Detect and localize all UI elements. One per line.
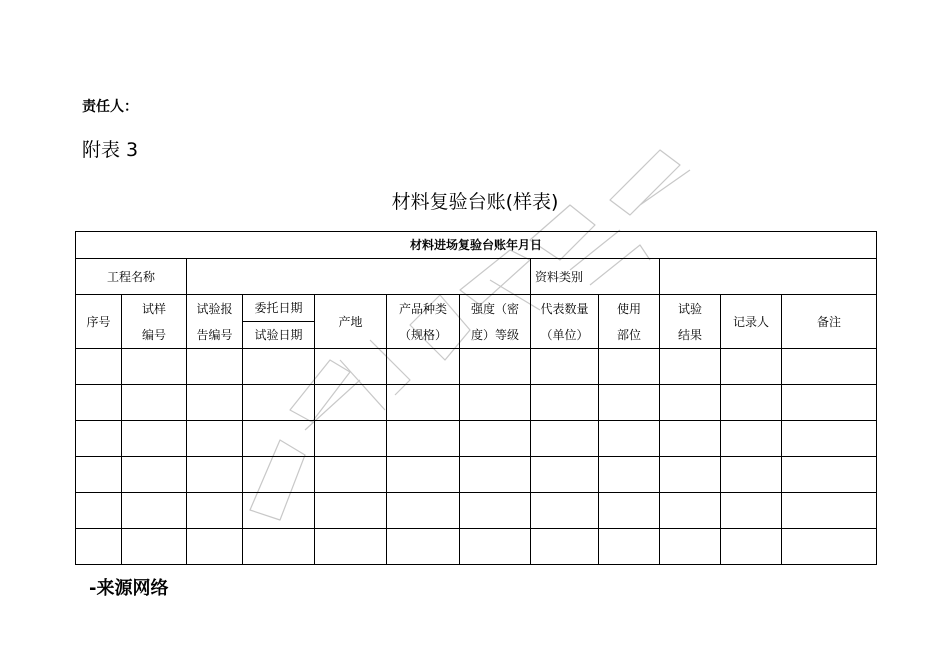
header-seq: 序号 bbox=[76, 295, 122, 349]
table-cell bbox=[460, 457, 531, 493]
header-report-no-line2: 告编号 bbox=[196, 327, 233, 342]
table-cell bbox=[243, 529, 315, 565]
header-quantity-line2: （单位） bbox=[540, 327, 589, 342]
table-cell bbox=[187, 493, 243, 529]
header-result-line2: 结果 bbox=[677, 327, 702, 342]
table-cell bbox=[599, 493, 660, 529]
table-cell bbox=[387, 529, 460, 565]
header-result-line1: 试验 bbox=[677, 301, 702, 316]
table-cell bbox=[599, 349, 660, 385]
table-cell bbox=[187, 421, 243, 457]
table-cell bbox=[531, 349, 599, 385]
table-cell bbox=[531, 421, 599, 457]
table-cell bbox=[122, 385, 187, 421]
table-cell bbox=[315, 457, 387, 493]
header-test-result bbox=[660, 295, 721, 349]
table-cell bbox=[660, 385, 721, 421]
table-cell bbox=[76, 421, 122, 457]
header-strength-line1: 强度（密 bbox=[470, 301, 519, 316]
table-cell bbox=[387, 457, 460, 493]
header-quantity bbox=[531, 295, 599, 349]
header-product-type bbox=[387, 295, 460, 349]
table-cell bbox=[76, 529, 122, 565]
header-quantity-line1: 代表数量 bbox=[540, 301, 589, 316]
table-cell bbox=[315, 421, 387, 457]
table-cell bbox=[243, 349, 315, 385]
appendix-label: 附表 3 bbox=[82, 139, 139, 161]
table-cell bbox=[76, 457, 122, 493]
header-sample-no bbox=[122, 295, 187, 349]
table-cell bbox=[460, 529, 531, 565]
table-row bbox=[76, 457, 877, 493]
header-report-no-line1: 试验报 bbox=[196, 301, 233, 316]
document-title bbox=[0, 187, 950, 214]
header-sample-no-line2: 编号 bbox=[141, 327, 166, 342]
table-cell bbox=[660, 349, 721, 385]
table-cell bbox=[599, 421, 660, 457]
header-strength-line2: 度）等级 bbox=[470, 327, 519, 342]
table-cell bbox=[660, 421, 721, 457]
table-cell bbox=[531, 529, 599, 565]
header-usage-line1: 使用 bbox=[616, 301, 641, 316]
table-cell bbox=[243, 385, 315, 421]
header-usage-line2: 部位 bbox=[616, 327, 641, 342]
table-cell bbox=[315, 385, 387, 421]
table-cell bbox=[387, 349, 460, 385]
header-recorder: 记录人 bbox=[721, 295, 782, 349]
table-cell bbox=[782, 421, 877, 457]
header-test-date: 试验日期 bbox=[243, 322, 315, 349]
table-cell bbox=[721, 421, 782, 457]
document-title-text: 材料复验台账(样表) bbox=[391, 191, 559, 213]
table-cell bbox=[387, 385, 460, 421]
table-cell bbox=[599, 457, 660, 493]
material-retest-ledger-table bbox=[75, 231, 877, 565]
table-cell bbox=[243, 457, 315, 493]
table-caption: 材料进场复验台账年月日 bbox=[76, 232, 877, 259]
table-cell bbox=[782, 493, 877, 529]
table-cell bbox=[76, 385, 122, 421]
table-cell bbox=[76, 493, 122, 529]
table-cell bbox=[122, 421, 187, 457]
header-sample-no-line1: 试样 bbox=[141, 301, 166, 316]
table-cell bbox=[315, 529, 387, 565]
table-cell bbox=[599, 529, 660, 565]
table-cell bbox=[782, 385, 877, 421]
table-cell bbox=[387, 421, 460, 457]
table-cell bbox=[387, 493, 460, 529]
table-cell bbox=[660, 529, 721, 565]
table-cell bbox=[122, 349, 187, 385]
table-cell bbox=[531, 493, 599, 529]
table-cell bbox=[187, 529, 243, 565]
header-product-type-line2: （规格） bbox=[398, 327, 447, 342]
header-strength-grade bbox=[460, 295, 531, 349]
table-cell bbox=[721, 349, 782, 385]
table-cell bbox=[782, 457, 877, 493]
source-note: -来源网络 bbox=[89, 578, 169, 599]
table-cell bbox=[460, 349, 531, 385]
table-cell bbox=[599, 385, 660, 421]
header-report-no bbox=[187, 295, 243, 349]
table-body bbox=[76, 349, 877, 565]
table-cell bbox=[531, 385, 599, 421]
table-row bbox=[76, 349, 877, 385]
table-cell bbox=[721, 529, 782, 565]
table-cell bbox=[76, 349, 122, 385]
table-cell bbox=[315, 493, 387, 529]
table-cell bbox=[122, 529, 187, 565]
table-row bbox=[76, 421, 877, 457]
table-row bbox=[76, 493, 877, 529]
document-category-label: 资料类别 bbox=[531, 259, 660, 295]
table-row bbox=[76, 385, 877, 421]
table-cell bbox=[531, 457, 599, 493]
header-commission-date: 委托日期 bbox=[243, 295, 315, 322]
table-cell bbox=[782, 529, 877, 565]
header-product-type-line1: 产品种类 bbox=[398, 301, 447, 316]
header-usage-location bbox=[599, 295, 660, 349]
table-cell bbox=[460, 493, 531, 529]
responsible-person-label: 责任人： bbox=[82, 99, 138, 115]
document-category-value bbox=[660, 259, 877, 295]
table-cell bbox=[187, 349, 243, 385]
table-cell bbox=[660, 493, 721, 529]
project-name-value bbox=[187, 259, 531, 295]
table-cell bbox=[721, 493, 782, 529]
table-cell bbox=[122, 493, 187, 529]
table-cell bbox=[243, 493, 315, 529]
table-cell bbox=[187, 457, 243, 493]
project-name-label: 工程名称 bbox=[76, 259, 187, 295]
table-cell bbox=[187, 385, 243, 421]
header-remarks: 备注 bbox=[782, 295, 877, 349]
table-row bbox=[76, 529, 877, 565]
table-cell bbox=[460, 385, 531, 421]
table-cell bbox=[782, 349, 877, 385]
table-cell bbox=[315, 349, 387, 385]
table-cell bbox=[721, 385, 782, 421]
table-cell bbox=[243, 421, 315, 457]
header-origin: 产地 bbox=[315, 295, 387, 349]
table-cell bbox=[721, 457, 782, 493]
table-cell bbox=[660, 457, 721, 493]
table-cell bbox=[122, 457, 187, 493]
table-cell bbox=[460, 421, 531, 457]
